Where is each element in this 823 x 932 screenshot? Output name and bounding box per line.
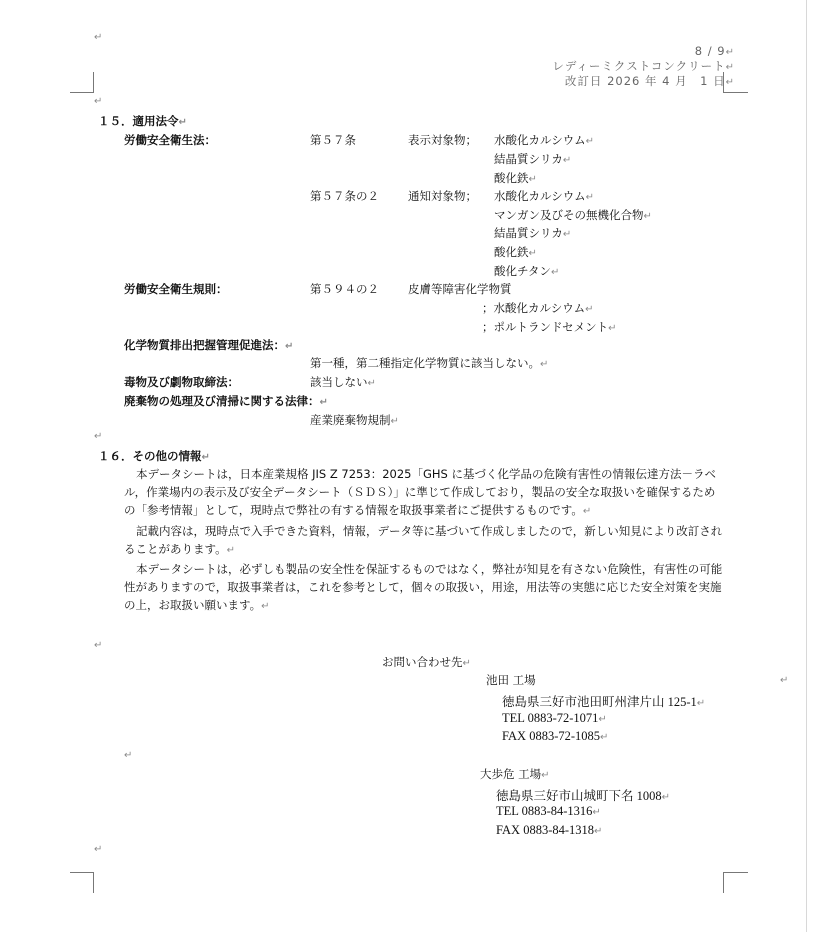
paragraph: 本データシートは，日本産業規格 JIS Z 7253：2025「GHS に基づく化学品の危険有害性の情報伝達方法－ラベル，作業場内の表示及び安全データシート（ＳＤＳ）」に準じて作成しており，製品の安全な取扱いを確保するための「参考情報」として，現時点で弊社の有する情報を取扱事業者にご提供するものです。↵	[124, 467, 716, 518]
paragraph-mark: ↵	[94, 32, 103, 43]
crop-mark-bottom-left	[70, 872, 94, 893]
paragraph: 記載内容は，現時点で入手できた資料，情報，データ等に基づいて作成しましたので，新しい知見により改訂されることがあります。↵	[124, 523, 723, 556]
section-16-title: １６．その他の情報↵	[98, 449, 210, 463]
substance-item: 水酸化カルシウム↵	[494, 133, 594, 147]
substance-item: 酸化鉄↵	[494, 171, 537, 185]
paragraph-mark: ↵	[94, 96, 103, 107]
factory-tel: TEL 0883-72-1071↵	[502, 711, 607, 725]
law-name: 毒物及び劇物取締法：	[124, 375, 239, 389]
law-name: 労働安全衛生規則：	[124, 282, 228, 296]
paragraph-mark: ↵	[124, 750, 133, 761]
factory-tel: TEL 0883-84-1316↵	[496, 804, 601, 818]
factory-address: 徳島県三好市池田町州津片山 125-1↵	[502, 695, 706, 709]
factory-fax: FAX 0883-72-1085↵	[502, 729, 609, 743]
paragraph-mark: ↵	[94, 844, 103, 855]
paragraph-mark: ↵	[780, 675, 789, 686]
revision-date: 改訂日 2026 年 4 月 1 日↵	[564, 74, 735, 88]
factory-name: 大歩危 工場↵	[480, 767, 550, 781]
substance-item: マンガン及びその無機化合物↵	[494, 208, 652, 222]
factory-fax: FAX 0883-84-1318↵	[496, 823, 603, 837]
product-name: レディーミクストコンクリート↵	[552, 59, 735, 73]
category-label: 通知対象物；	[408, 189, 477, 203]
category-label: 皮膚等障害化学物質	[408, 282, 512, 296]
factory-name: 池田 工場	[486, 673, 536, 687]
paragraph-mark: ↵	[94, 640, 103, 651]
section-15-title: １５．適用法令↵	[98, 114, 187, 128]
substance-item: 結晶質シリカ↵	[494, 226, 572, 240]
law-name: 労働安全衛生法：	[124, 133, 216, 147]
paragraph-mark: ↵	[94, 431, 103, 442]
article-number: 第５７条	[310, 133, 356, 147]
substance-item: 水酸化カルシウム↵	[494, 189, 594, 203]
substance-item: ；ポルトランドセメント↵	[482, 320, 617, 334]
substance-item: ；水酸化カルシウム↵	[482, 301, 594, 315]
law-status: 第一種，第二種指定化学物質に該当しない。↵	[310, 356, 549, 370]
law-status: 該当しない↵	[310, 375, 376, 389]
article-number: 第５７条の２	[310, 189, 379, 203]
law-name: 廃棄物の処理及び清掃に関する法律：↵	[124, 394, 328, 408]
article-number: 第５９４の２	[310, 282, 379, 296]
substance-item: 酸化鉄↵	[494, 245, 537, 259]
category-label: 表示対象物；	[408, 133, 477, 147]
other-info-paragraphs	[124, 465, 724, 617]
crop-mark-top-left	[70, 72, 94, 93]
substance-item: 結晶質シリカ↵	[494, 152, 572, 166]
vertical-scrollbar[interactable]	[806, 0, 823, 932]
law-status: 産業廃棄物規制↵	[310, 413, 399, 427]
contact-title: お問い合わせ先↵	[382, 655, 471, 669]
substance-item: 酸化チタン↵	[494, 264, 560, 278]
page-number: 8 / 9↵	[694, 44, 735, 58]
paragraph: 本データシートは，必ずしも製品の安全性を保証するものではなく，弊社が知見を有さない危険性，有害性の可能性がありますので，取扱事業者は，これを参考として，個々の取扱い，用途，用法等の実態に応じた安全対策を実施の上，お取扱い願います。↵	[124, 562, 723, 613]
factory-address: 徳島県三好市山城町下名 1008↵	[496, 789, 671, 803]
law-name: 化学物質排出把握管理促進法：↵	[124, 338, 294, 352]
crop-mark-bottom-right	[723, 872, 748, 893]
